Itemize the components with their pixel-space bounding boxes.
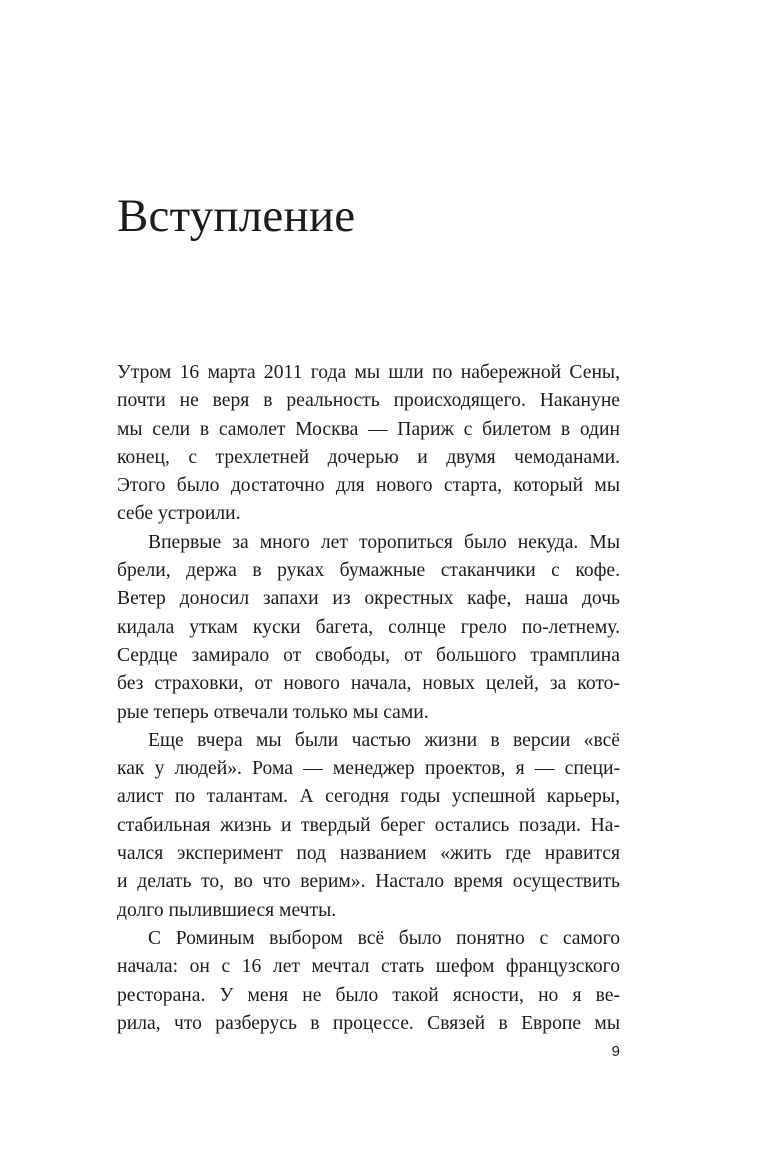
text-line: как у людей». Рома — менеджер проектов, я — специ- <box>117 758 620 780</box>
text-line: начала: он с 16 лет мечтал стать шефом французского <box>117 956 620 978</box>
text-line: без страховки, от нового начала, новых целей, за кото- <box>117 673 620 695</box>
text-line: Ветер доносил запахи из окрестных кафе, наша дочь <box>117 588 620 610</box>
text-line: ресторана. У меня не было такой ясности, но я ве- <box>117 984 620 1006</box>
text-line: чался эксперимент под названием «жить где нравится <box>117 843 620 865</box>
text-line: стабильная жизнь и твердый берег остались позади. На- <box>117 814 620 836</box>
text-line: себе устроили. <box>117 503 241 525</box>
text-line: почти не веря в реальность происходящего. Накануне <box>117 390 620 412</box>
text-line: Этого было достаточно для нового старта, который мы <box>117 475 620 497</box>
text-line: Утром 16 марта 2011 года мы шли по набережной Сены, <box>117 362 620 383</box>
text-line: и делать то, во что верим». Настало время осуществить <box>117 871 620 893</box>
text-line: Еще вчера мы были частью жизни в версии «всё <box>148 729 620 751</box>
text-line: рила, что разберусь в процессе. Связей в Европе мы <box>117 1012 620 1034</box>
text-line: С Роминым выбором всё было понятно с самого <box>148 927 620 949</box>
text-line: Впервые за много лет торопиться было некуда. Мы <box>148 531 620 553</box>
body-text <box>117 359 620 1038</box>
chapter-title: Вступление <box>117 190 356 242</box>
text-line: долго пылившиеся мечты. <box>117 899 337 921</box>
text-line: кидала уткам куски багета, солнце грело по-летнему. <box>117 616 620 638</box>
text-line: конец, с трехлетней дочерью и двумя чемоданами. <box>117 446 620 468</box>
text-line: брели, держа в руках бумажные стаканчики с кофе. <box>117 560 620 582</box>
text-line: мы сели в самолет Москва — Париж с билетом в один <box>117 418 620 440</box>
text-line: рые теперь отвечали только мы сами. <box>117 701 429 723</box>
text-line: Сердце замирало от свободы, от большого трамплина <box>117 644 620 666</box>
page-number: 9 <box>611 1043 620 1060</box>
text-line: алист по талантам. А сегодня годы успешной карьеры, <box>117 786 620 808</box>
